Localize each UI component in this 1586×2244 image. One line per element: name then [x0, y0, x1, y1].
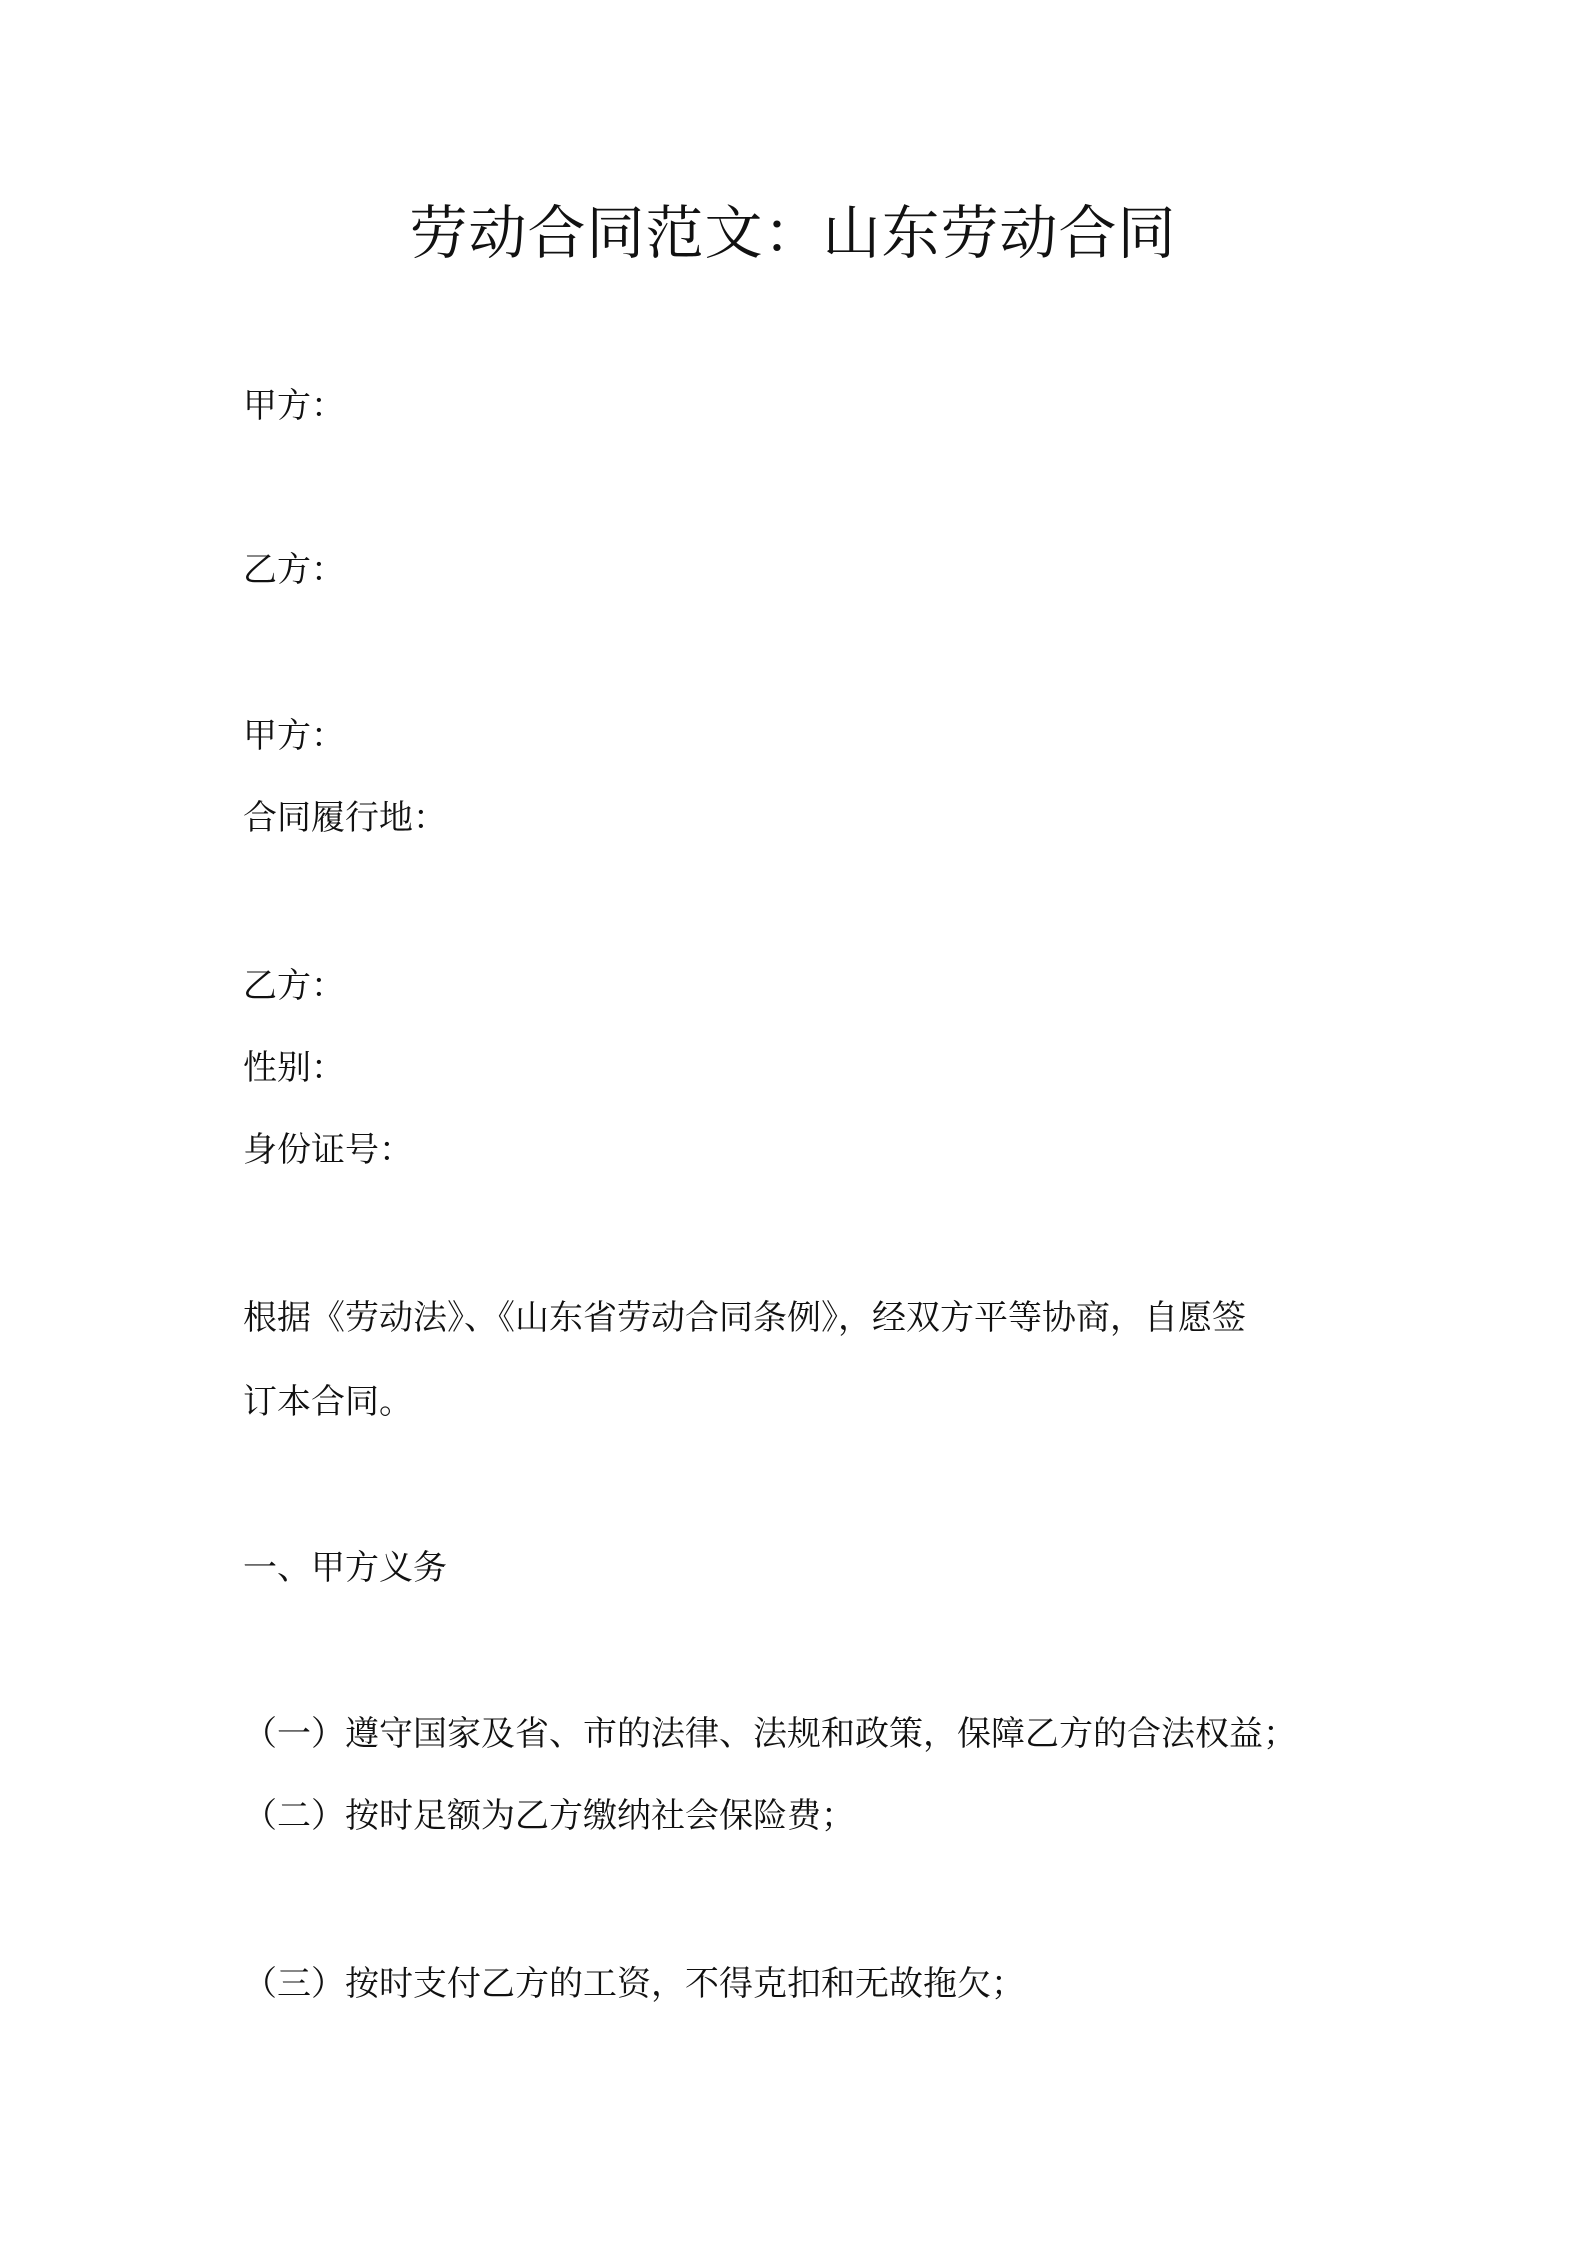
party-b-detail-label: 乙方： [243, 966, 345, 1006]
party-a-label: 甲方： [243, 386, 345, 426]
gender-label: 性别： [243, 1048, 345, 1088]
basis-paragraph-line-1: 根据《劳动法》、《山东省劳动合同条例》，经双方平等协商，自愿签 [243, 1298, 1246, 1338]
document-title: 劳动合同范文：山东劳动合同 [409, 199, 1177, 267]
party-a-detail-label: 甲方： [243, 716, 345, 756]
obligation-item-1: （一）遵守国家及省、市的法律、法规和政策，保障乙方的合法权益； [243, 1714, 1297, 1754]
contract-location-label: 合同履行地： [243, 798, 447, 838]
obligation-item-3: （三）按时支付乙方的工资，不得克扣和无故拖欠； [243, 1964, 1025, 2004]
party-b-label: 乙方： [243, 550, 345, 590]
basis-paragraph-line-2: 订本合同。 [243, 1382, 413, 1422]
id-number-label: 身份证号： [243, 1130, 413, 1170]
section-heading-party-a-obligations: 一、甲方义务 [243, 1548, 447, 1588]
obligation-item-2: （二）按时足额为乙方缴纳社会保险费； [243, 1796, 855, 1836]
